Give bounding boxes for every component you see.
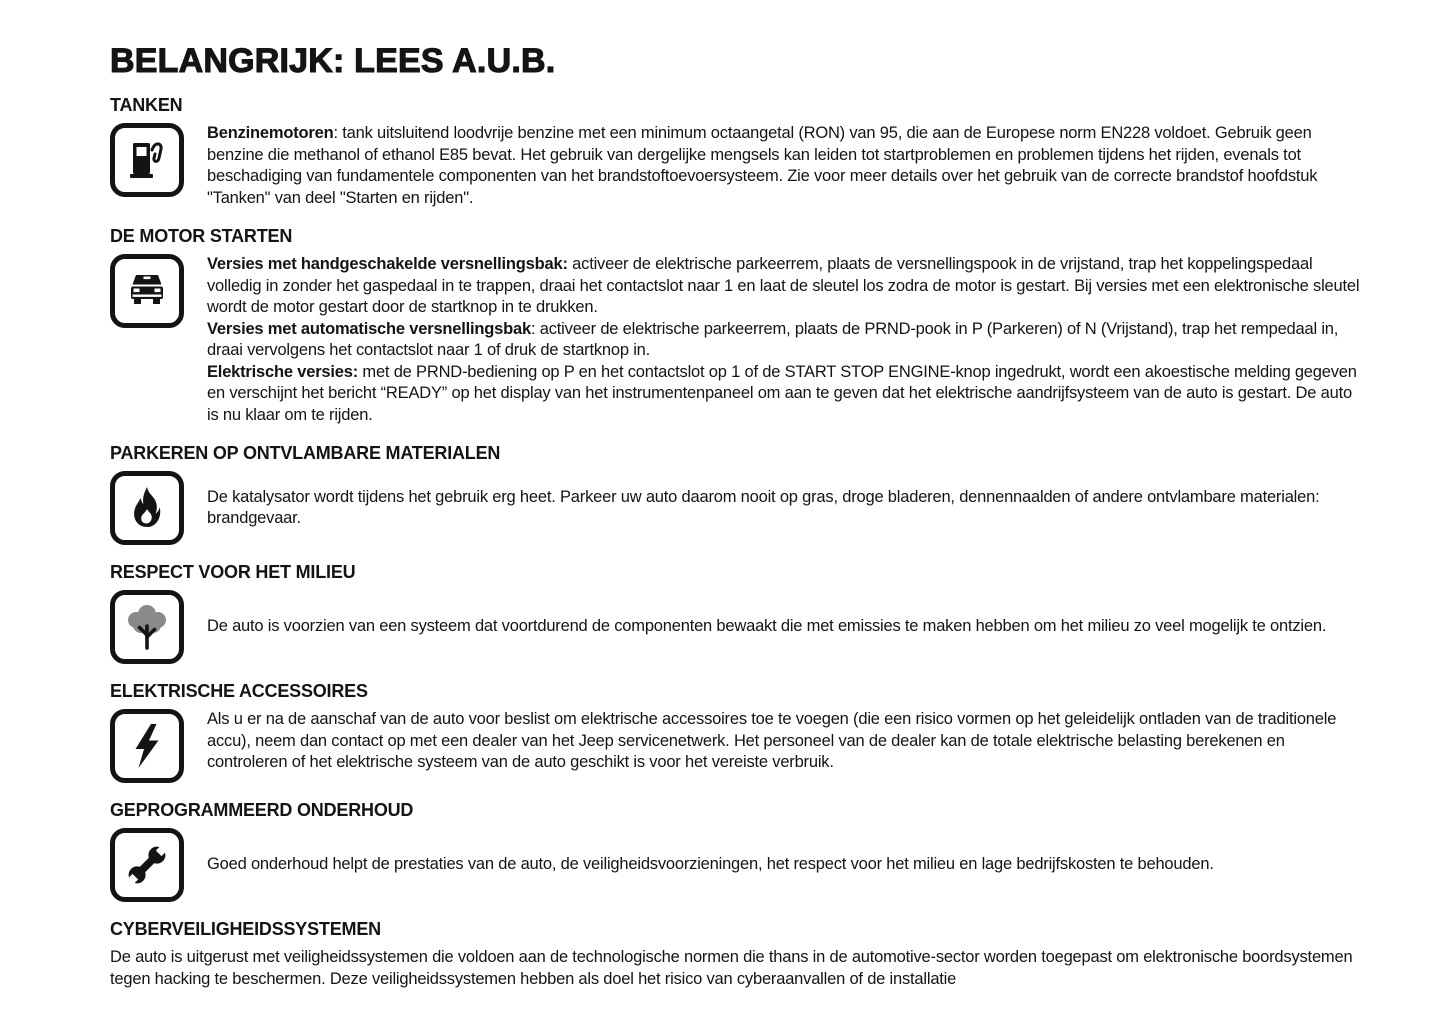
section-parkeren (110, 443, 1365, 545)
wrench-icon (110, 828, 184, 902)
section-body-parkeren (207, 487, 1365, 530)
car-rear-icon (110, 254, 184, 328)
section-body-tanken (207, 123, 1365, 209)
section-accessoires (110, 681, 1365, 783)
section-motor-starten (110, 226, 1365, 426)
paragraph-elektrisch: Elektrische versies: met de PRND-bediening op P en het contactslot op 1 of de START STOP ENGINE-knop ingedrukt, wordt een akoestische melding gegeven en verschijnt het bericht “READY” op het display van het instrumentenpaneel om aan te geven dat het elektrische aandrijfsysteem van de auto is gestart. De auto is nu klaar om te rijden. (207, 362, 1357, 424)
section-heading-motor-starten: DE MOTOR STARTEN (110, 226, 293, 246)
lightning-bolt-icon (110, 709, 184, 783)
section-heading-cyberveiligheid: CYBERVEILIGHEIDSSYSTEMEN (110, 919, 381, 939)
paragraph-handgeschakeld: Versies met handgeschakelde versnellingsbak: activeer de elektrische parkeerrem, plaats de versnellingspook in de vrijstand, trap het koppelingspedaal volledig in zonder het gaspedaal in te trappen, draai het contactslot naar 1 en laat de sleutel los zodra de motor is gestart. Bij versies met een elektronische sleutel wordt de motor gestart door de startknop in te drukken. (207, 255, 1360, 316)
flame-icon (110, 471, 184, 545)
section-cyberveiligheid (110, 919, 1365, 990)
section-body-onderhoud (207, 854, 1214, 876)
section-heading-parkeren: PARKEREN OP ONTVLAMBARE MATERIALEN (110, 443, 501, 463)
section-body-motor-starten (207, 254, 1365, 426)
paragraph: De auto is voorzien van een systeem dat voortdurend de componenten bewaakt die met emissies te maken hebben om het milieu zo veel mogelijk te ontzien. (207, 617, 1327, 636)
paragraph: Goed onderhoud helpt de prestaties van de auto, de veiligheidsvoorzieningen, het respect voor het milieu en lage bedrijfskosten te behouden. (207, 855, 1214, 874)
section-body-accessoires (207, 709, 1365, 774)
section-heading-onderhoud: GEPROGRAMMEERD ONDERHOUD (110, 800, 414, 820)
section-tanken (110, 95, 1365, 209)
paragraph: Als u er na de aanschaf van de auto voor beslist om elektrische accessoires toe te voegen (die een risico vormen op het geleidelijk ontladen van de traditionele accu), neem dan contact op met een dealer van het Jeep servicenetwerk. Het personeel van de dealer kan de totale elektrische belasting berekenen en controleren of het elektrische systeem van de auto geschikt is voor het vereiste verbruik. (207, 710, 1337, 771)
paragraph: De auto is uitgerust met veiligheidssystemen die voldoen aan de technologische normen die thans in de automotive-sector worden toegepast om elektronische boordsystemen tegen hacking te beschermen. Deze veiligheidssystemen hebben als doel het risico van cyberaanvallen of de installatie (110, 948, 1353, 988)
section-onderhoud (110, 800, 1365, 902)
section-heading-tanken: TANKEN (110, 95, 183, 115)
section-body-milieu (207, 616, 1326, 638)
paragraph: Benzinemotoren: tank uitsluitend loodvrije benzine met een minimum octaangetal (RON) van 95, die aan de Europese norm EN228 voldoet. Gebruik geen benzine die methanol of ethanol E85 bevat. Het gebruik van dergelijke mengsels kan leiden tot startproblemen en problemen tijdens het rijden, evenals tot beschadiging van fundamentele componenten van het brandstoftoevoersysteem. Zie voor meer details over het gebruik van de correcte brandstof hoofdstuk "Tanken" van deel "Starten en rijden". (207, 124, 1318, 207)
section-heading-accessoires: ELEKTRISCHE ACCESSOIRES (110, 681, 368, 701)
paragraph-automatisch: Versies met automatische versnellingsbak: activeer de elektrische parkeerrem, plaats de PRND-pook in P (Parkeren) of N (Vrijstand), trap het rempedaal in, draai vervolgens het contactslot naar 1 of druk de startknop in. (207, 319, 1339, 359)
section-milieu (110, 562, 1365, 664)
fuel-pump-icon (110, 123, 184, 197)
section-heading-milieu: RESPECT VOOR HET MILIEU (110, 562, 356, 582)
tree-icon (110, 590, 184, 664)
paragraph: De katalysator wordt tijdens het gebruik erg heet. Parkeer uw auto daarom nooit op gras, droge bladeren, dennennaalden of andere ontvlambare materialen: brandgevaar. (207, 487, 1320, 527)
page-title: BELANGRIJK: LEES A.U.B. (110, 42, 556, 80)
